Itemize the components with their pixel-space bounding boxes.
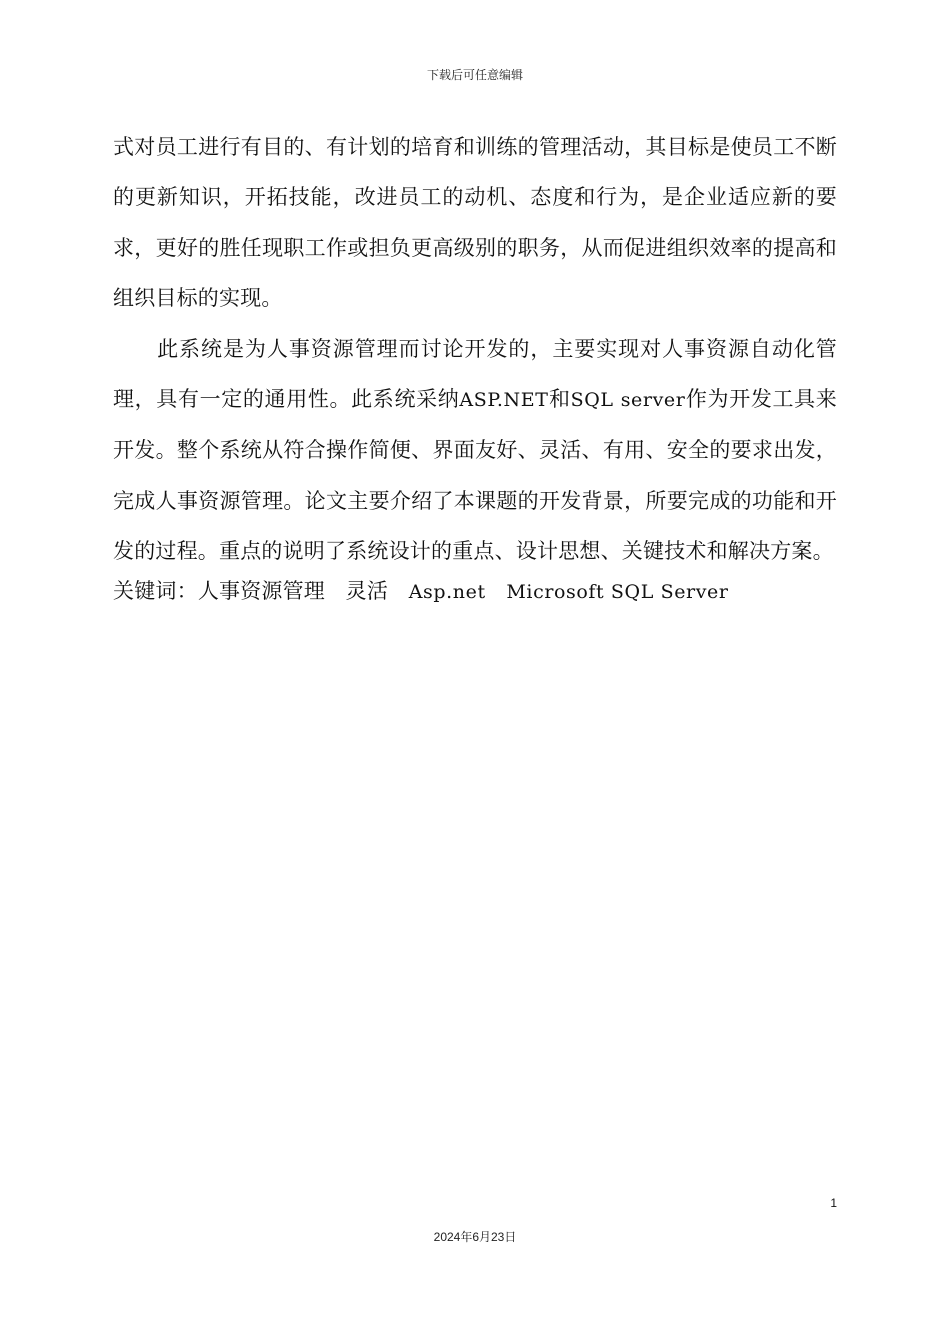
page-footer-date: 2024年6月23日 [433,1230,517,1244]
intro-text-c: 和 [548,387,571,412]
page-header: 下载后可任意编辑 [426,68,523,82]
term-sql-server: SQL server [570,389,686,412]
intro-text-e: 作为开发工具来开发。整个系统从符合操作简便、界面友好、灵活、有用、安全的要求出发，完成人事资源管理。论文主要介绍了本课题的开发背景，所要完成的功能和开发的过程。重点的说明了系统设计的重点、设计思想、关键技术和解决方案。 [113,387,838,564]
keywords-label: 关键词： [113,578,198,603]
term-aspnet: ASP.NET [459,389,549,412]
keyword-1: 人事资源管理 [197,578,326,603]
keyword-4: Microsoft SQL Server [506,580,729,603]
keywords-line [113,571,837,612]
intro-text-a: 此系统是为人事资源管理而讨论开发的，主要实现对人事资源自动化管理，具有一定的通用性。此系统采纳 [113,336,837,412]
keyword-3: Asp.net [408,580,486,603]
keyword-2: 灵活 [345,578,389,603]
document-body [113,122,837,612]
paragraph-training: 式对员工进行有目的、有计划的培育和训练的管理活动，其目标是使员工不断的更新知识，开拓技能，改进员工的动机、态度和行为，是企业适应新的要求，更好的胜任现职工作或担负更高级别的职务，从而促进组织效率的提高和组织目标的实现。 [113,135,837,311]
paragraph-system-intro [113,324,837,577]
page-number: 1 [830,1196,837,1210]
